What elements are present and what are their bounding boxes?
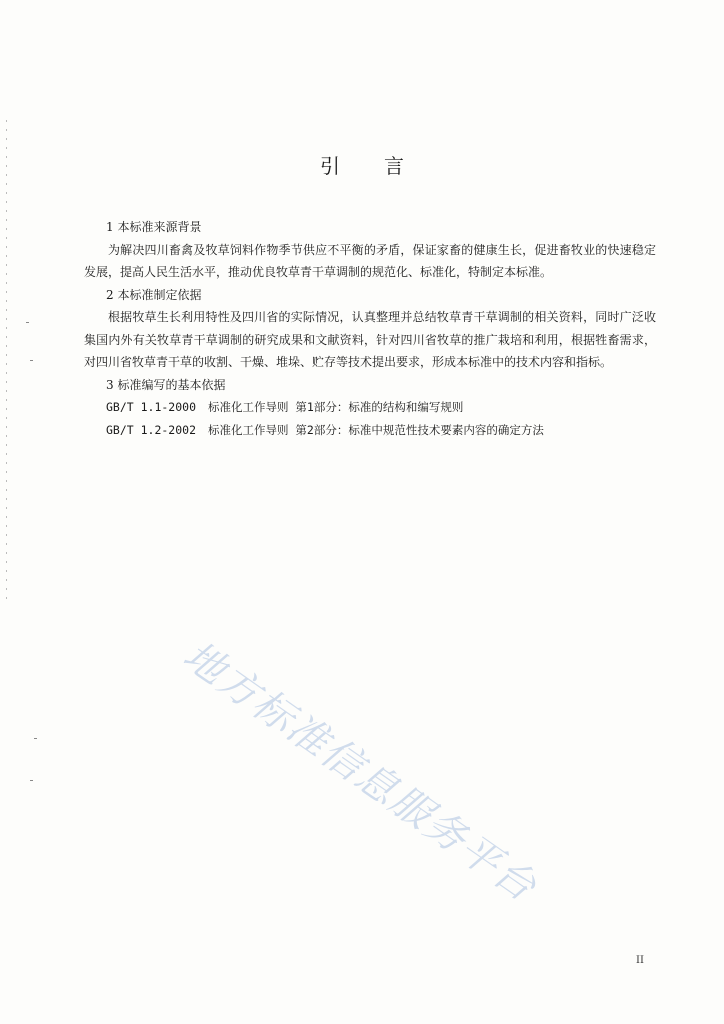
scan-speck — [34, 738, 37, 739]
reference-item — [84, 396, 656, 419]
scan-edge-mark — [6, 120, 7, 600]
scan-speck — [26, 322, 29, 323]
scan-speck — [30, 780, 33, 781]
section-heading: 1 本标准来源背景 — [106, 220, 202, 234]
reference-title: 标准化工作导则 第2部分：标准中规范性技术要素内容的确定方法 — [208, 422, 544, 437]
page-title — [0, 150, 724, 179]
reference-code: GB/T 1.1-2000 — [106, 400, 197, 414]
section-heading: 3 标准编写的基本依据 — [106, 377, 226, 392]
title-char-1: 引 — [320, 154, 340, 178]
reference-code: GB/T 1.2-2002 — [106, 422, 197, 437]
title-char-2: 言 — [384, 154, 404, 178]
reference-title: 标准化工作导则 第1部分：标准的结构和编写规则 — [208, 400, 464, 414]
reference-item — [84, 419, 656, 442]
section-paragraph: 为解决四川畜禽及牧草饲料作物季节供应不平衡的矛盾，保证家畜的健康生长，促进畜牧业的快速稳定发展，提高人民生活水平，推动优良牧草青干草调制的规范化、标准化，特制定本标准。 — [84, 242, 656, 279]
section-paragraph: 根据牧草生长利用特性及四川省的实际情况，认真整理并总结牧草青干草调制的相关资料，同时广泛收集国内外有关牧草青干草调制的研究成果和文献资料，针对四川省牧草的推广栽培和利用，根据牲畜需求，对四川省牧草青干草的收割、干燥、堆垛、贮存等技术提出要求，形成本标准中的技术内容和指标。 — [84, 310, 656, 369]
scan-speck — [30, 360, 33, 361]
document-body — [84, 216, 656, 441]
page-number: II — [636, 955, 644, 966]
section-heading: 2 本标准制定依据 — [106, 287, 202, 302]
watermark: 地方标准信息服务平台 — [174, 632, 546, 912]
